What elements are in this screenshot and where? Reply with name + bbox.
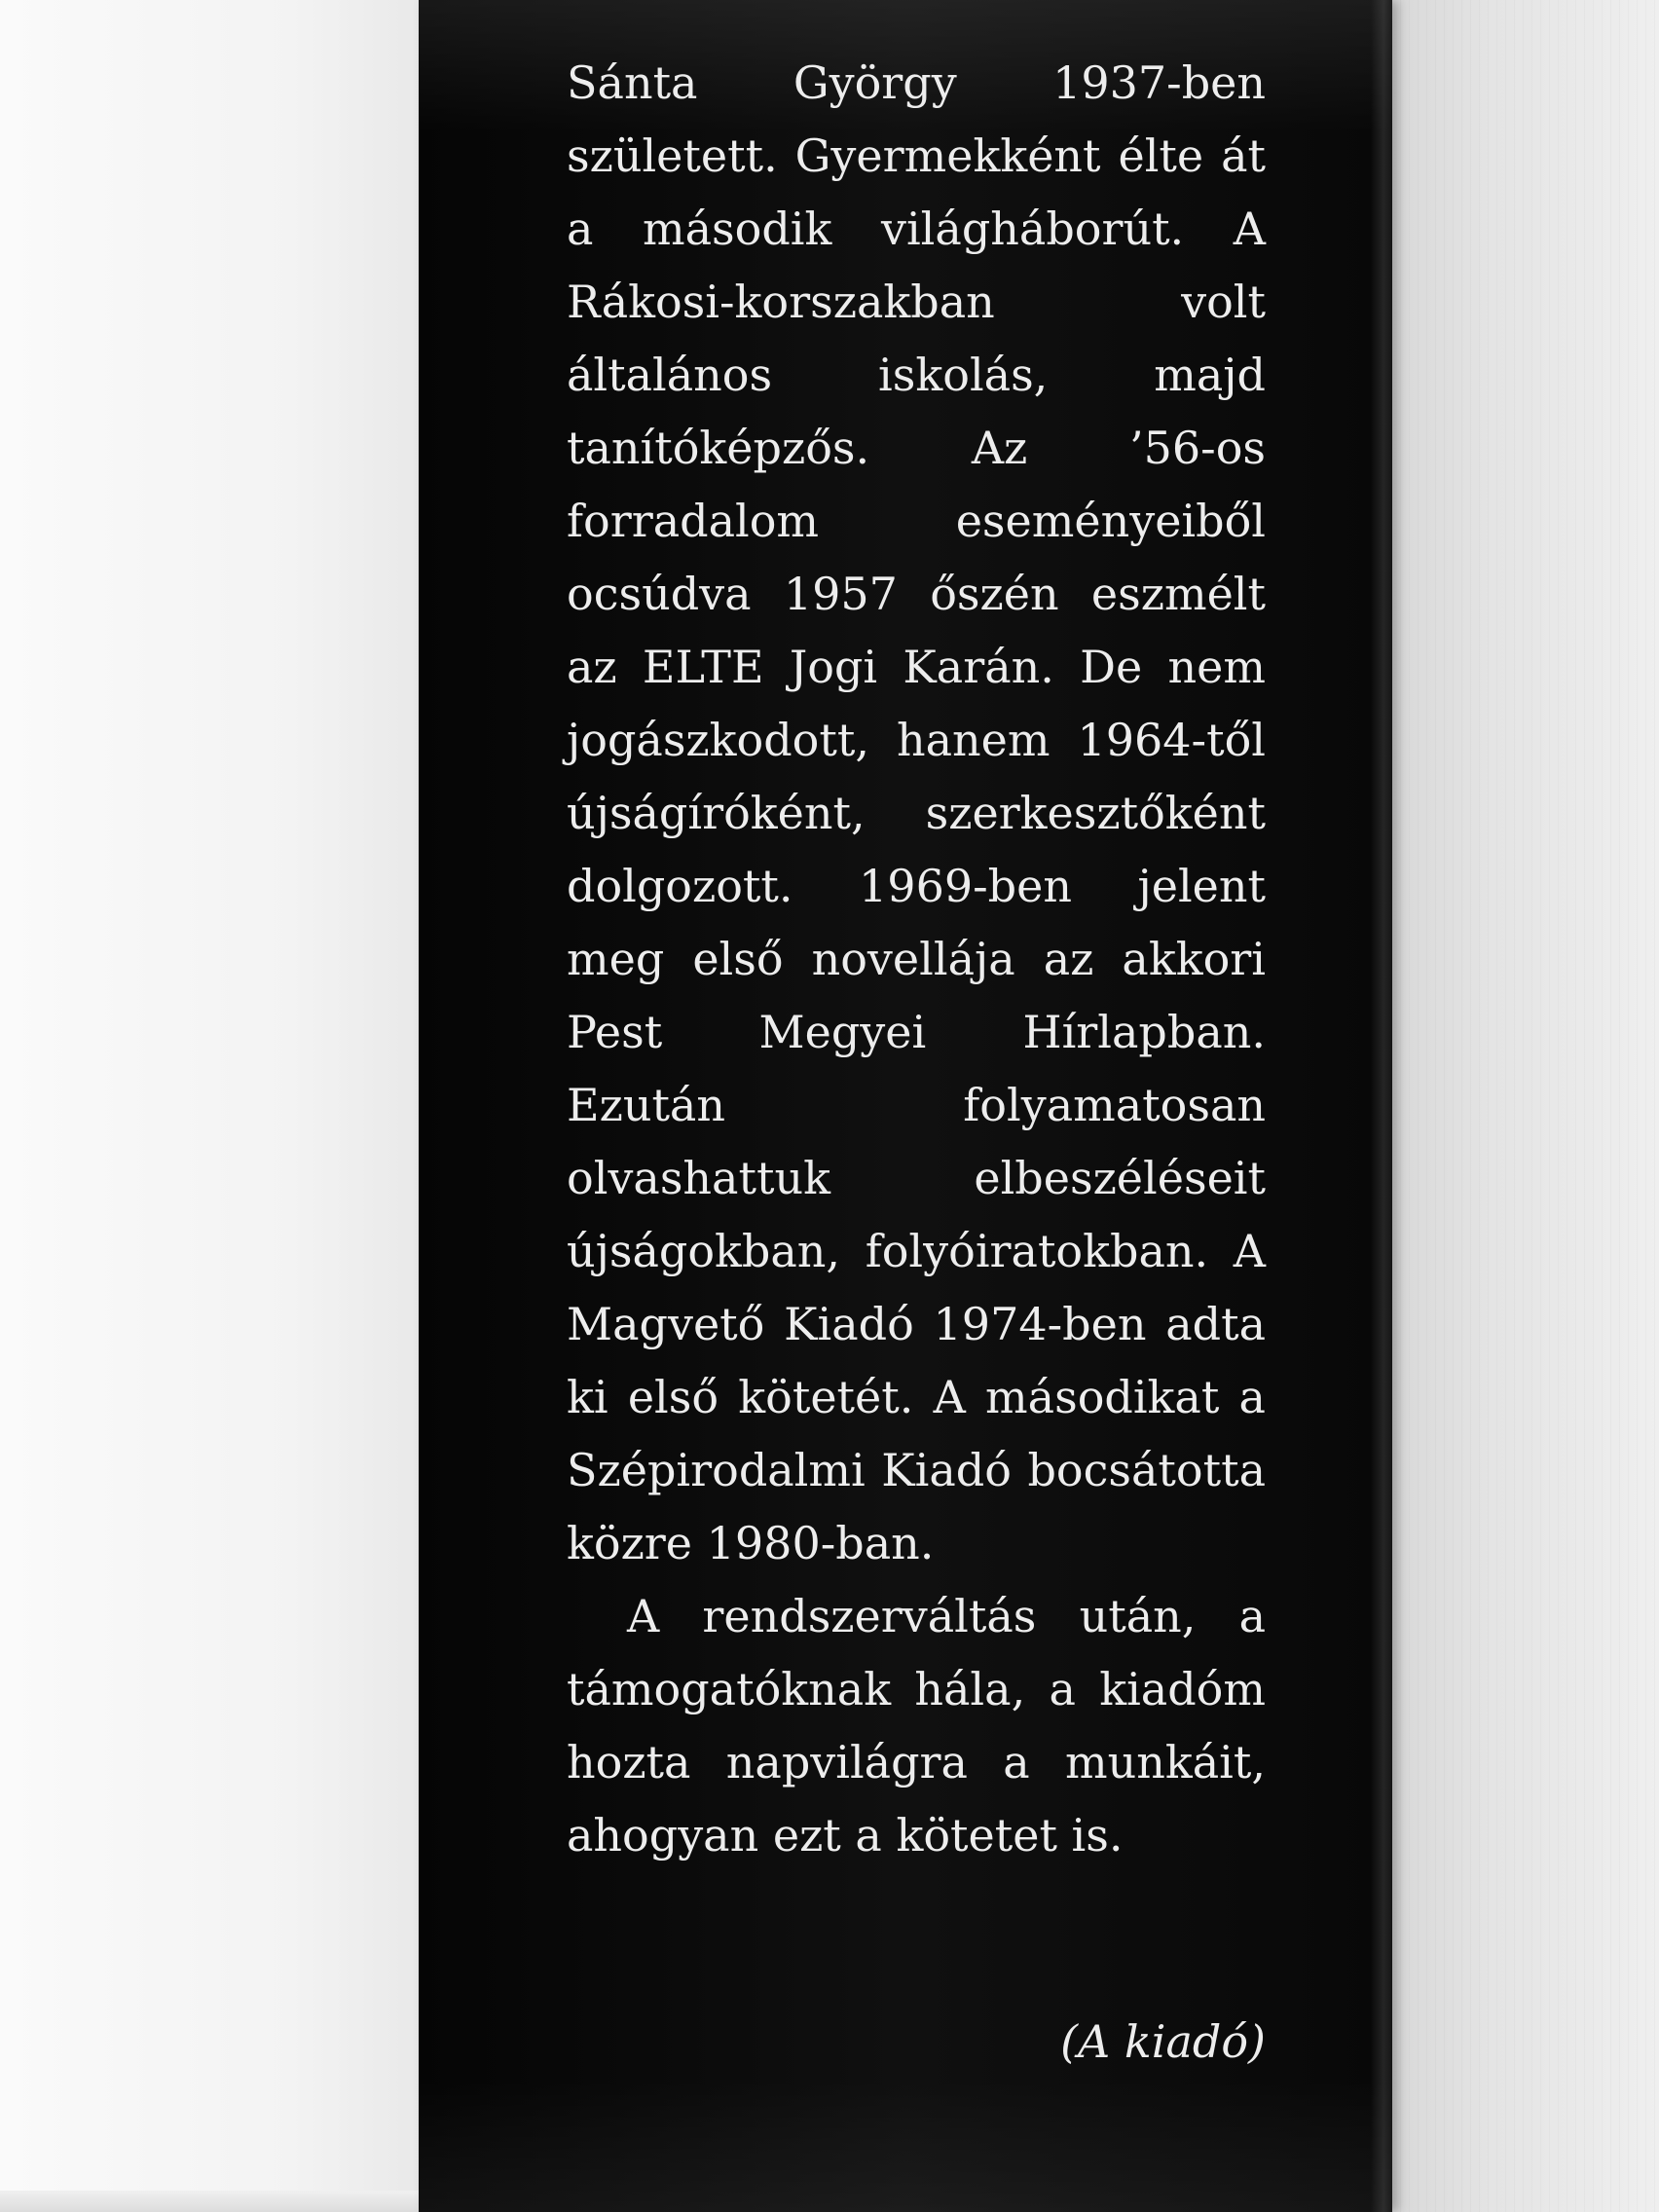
publisher-signature: (A kiadó) xyxy=(1060,2015,1266,2068)
flap-edge xyxy=(1371,0,1392,2212)
left-page xyxy=(0,0,419,2212)
book-flap xyxy=(419,0,1392,2212)
blurb-paragraph-2: A rendszerváltás után, a támogatóknak hála, a kiadóm hozta napvilágra a munkáit, ahogyan ezt a kötetet is. xyxy=(567,1590,1266,1862)
blurb-paragraph-1: Sánta György 1937-ben született. Gyermekként élte át a második világháborút. A Rákosi-korszakban volt általános iskolás, majd tanítóképzős. Az ’56-os forradalom eseményeiből ocsúdva 1957 őszén eszmélt az ELTE Jogi Karán. De nem jogászkodott, hanem 1964-től újságíróként, szerkesztőként dolgozott. 1969-ben jelent meg első novellája az akkori Pest Megyei Hírlapban. Ezután folyamatosan olvashattuk elbeszéléseit újságokban, folyóiratokban. A Magvető Kiadó 1974-ben adta ki első kötetét. A másodikat a Szépirodalmi Kiadó bocsátotta közre 1980-ban. xyxy=(567,56,1266,1569)
background-surface xyxy=(1382,0,1659,2212)
left-page-bottom-edge xyxy=(0,2191,419,2212)
publisher-blurb xyxy=(567,47,1266,1872)
